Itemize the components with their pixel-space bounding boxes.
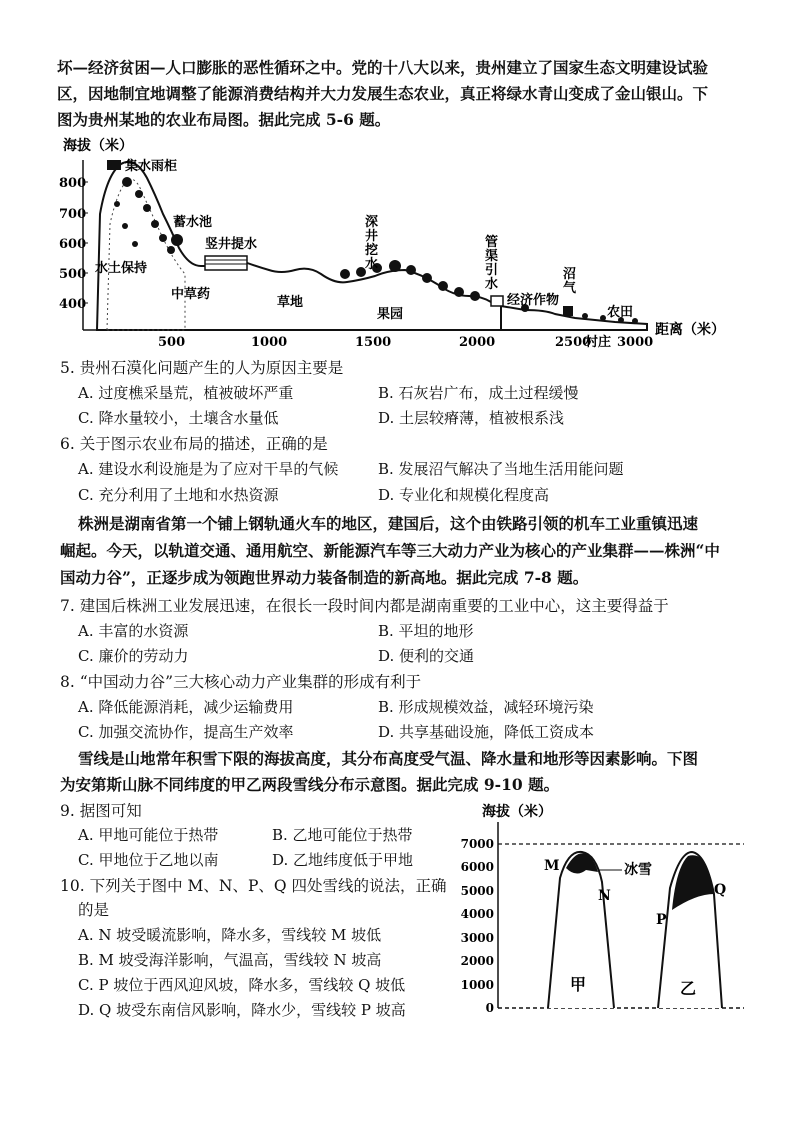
label-M: M [544, 858, 560, 874]
question-9-stem: 9. 据图可知 [60, 802, 142, 820]
label-biogas-c2: 气 [563, 281, 577, 296]
label-N: N [598, 888, 611, 904]
q7-option-d: D. 便利的交通 [378, 647, 475, 665]
snow-tick-7000: 7000 [460, 837, 494, 851]
label-soil-conservation: 水土保持 [95, 261, 148, 276]
label-deep-well-c2: 井 [365, 229, 379, 244]
q7-option-c: C. 廉价的劳动力 [78, 647, 189, 665]
agriculture-profile-chart [55, 134, 745, 354]
intro-1-line-1: 坏—经济贫困—人口膨胀的恶性循环之中。党的十八大以来，贵州建立了国家生态文明建设试验 [57, 58, 709, 77]
label-shaft-well: 竖井提水 [205, 237, 258, 252]
q5-option-b: B. 石灰岩广布，成土过程缓慢 [378, 384, 579, 402]
label-ice-snow: 冰雪 [624, 862, 652, 878]
question-5-stem: 5. 贵州石漠化问题产生的人为原因主要是 [60, 359, 344, 377]
q9-option-c: C. 甲地位于乙地以南 [78, 851, 219, 869]
q5-option-a: A. 过度樵采垦荒，植被破坏严重 [78, 384, 294, 402]
intro-1-line-2: 区，因地制宜地调整了能源消费结构并大力发展生态农业，真正将绿水青山变成了金山银山。下 [57, 84, 709, 103]
label-yi: 乙 [680, 979, 697, 998]
x-tick-3000: 3000 [617, 335, 654, 350]
intro-2-line-3: 国动力谷”，正逐步成为领跑世界动力装备制造的新高地。据此完成 7-8 题。 [60, 568, 589, 587]
snowline-diagram [452, 798, 752, 1024]
label-deep-well-c4: 水 [365, 257, 379, 272]
intro-1-line-3: 图为贵州某地的农业布局图。据此完成 5-6 题。 [57, 110, 391, 129]
label-deep-well [364, 214, 378, 272]
label-canal [485, 234, 498, 292]
intro-2-line-2: 崛起。今天，以轨道交通、通用航空、新能源汽车等三大动力产业为核心的产业集群——株洲“中 [60, 541, 720, 560]
question-7-stem: 7. 建国后株洲工业发展迅速，在很长一段时间内都是湖南重要的工业中心，这主要得益于 [60, 597, 669, 615]
q8-option-c: C. 加强交流协作，提高生产效率 [78, 723, 294, 741]
label-orchard: 果园 [377, 307, 404, 322]
label-canal-c1: 管 [485, 235, 499, 250]
q7-option-a: A. 丰富的水资源 [78, 622, 189, 640]
snow-tick-0: 0 [485, 1001, 494, 1015]
label-water-tank: 蓄水池 [173, 215, 213, 230]
question-10-stem-line-2: 的是 [78, 901, 110, 919]
y-tick-600: 600 [59, 237, 87, 252]
y-tick-800: 800 [59, 176, 87, 191]
label-cash-crops: 经济作物 [507, 293, 560, 308]
q10-option-c: C. P 坡位于西风迎风坡，降水多，雪线较 Q 坡低 [78, 976, 406, 994]
q9-option-a: A. 甲地可能位于热带 [78, 826, 219, 844]
label-biogas-c1: 沼 [563, 267, 577, 282]
label-deep-well-c1: 深 [365, 215, 379, 230]
label-biogas [563, 267, 577, 296]
intro-3-line-1: 雪线是山地常年积雪下限的海拔高度，其分布高度受气温、降水量和地形等因素影响。下图 [78, 749, 699, 768]
x-tick-1500: 1500 [355, 335, 392, 350]
label-canal-c2: 渠 [485, 249, 499, 264]
snow-y-ticks [461, 837, 494, 1015]
question-6-stem: 6. 关于图示农业布局的描述，正确的是 [60, 435, 328, 453]
q5-option-d: D. 土层较瘠薄，植被根系浅 [378, 409, 565, 427]
snow-tick-3000: 3000 [460, 931, 494, 945]
q9-option-d: D. 乙地纬度低于甲地 [272, 851, 414, 869]
question-10-stem-line-1: 10. 下列关于图中 M、N、P、Q 四处雪线的说法，正确 [60, 877, 447, 895]
q8-option-d: D. 共享基础设施，降低工资成本 [378, 723, 595, 741]
snow-ylabel: 海拔（米） [482, 804, 552, 820]
y-tick-400: 400 [59, 297, 87, 312]
x-tick-2500: 2500 [555, 335, 592, 350]
label-Q: Q [714, 882, 727, 898]
q10-option-b: B. M 坡受海洋影响，气温高，雪线较 N 坡高 [78, 951, 382, 969]
label-jia: 甲 [570, 975, 587, 994]
q7-option-b: B. 平坦的地形 [378, 622, 474, 640]
q10-option-d: D. Q 坡受东南信风影响，降水少，雪线较 P 坡高 [78, 1001, 406, 1019]
biogas-structure [563, 306, 573, 316]
snow-tick-2000: 2000 [460, 954, 494, 968]
x-tick-2000: 2000 [459, 335, 496, 350]
x-tick-500: 500 [158, 335, 186, 350]
question-8-stem: 8. “中国动力谷”三大核心动力产业集群的形成有利于 [60, 673, 422, 691]
y-tick-700: 700 [59, 207, 87, 222]
label-canal-c3: 引 [485, 263, 499, 278]
q6-option-b: B. 发展沼气解决了当地生活用能问题 [378, 460, 624, 478]
snow-tick-1000: 1000 [460, 978, 494, 992]
x-tick-1000: 1000 [251, 335, 288, 350]
snow-tick-6000: 6000 [460, 860, 494, 874]
q6-option-d: D. 专业化和规模化程度高 [378, 486, 550, 504]
label-village: 村庄 [585, 335, 612, 350]
label-rain-collector: 集水雨柜 [125, 159, 178, 174]
label-P: P [656, 912, 667, 928]
label-grassland: 草地 [277, 295, 304, 310]
water-tank-marker [171, 234, 183, 246]
intro-3-line-2: 为安第斯山脉不同纬度的甲乙两段雪线分布示意图。据此完成 9-10 题。 [60, 775, 560, 794]
q8-option-a: A. 降低能源消耗，减少运输费用 [78, 698, 294, 716]
label-deep-well-c3: 挖 [365, 243, 379, 258]
shaft-well-structure [205, 256, 247, 270]
label-herbs: 中草药 [171, 287, 211, 302]
q5-option-c: C. 降水量较小，土壤含水量低 [78, 409, 279, 427]
profile-ylabel: 海拔（米） [63, 138, 133, 154]
intro-2-line-1: 株洲是湖南省第一个铺上钢轨通火车的地区，建国后，这个由铁路引领的机车工业重镇迅速 [78, 514, 699, 533]
y-tick-500: 500 [59, 267, 87, 282]
profile-xlabel: 距离（米） [655, 322, 725, 338]
q6-option-a: A. 建设水利设施是为了应对干旱的气候 [78, 460, 339, 478]
canal-structure [491, 296, 503, 306]
q6-option-c: C. 充分利用了土地和水热资源 [78, 486, 279, 504]
label-canal-c4: 水 [485, 277, 499, 292]
rain-collector-structure [107, 160, 121, 170]
q10-option-a: A. N 坡受暖流影响，降水多，雪线较 M 坡低 [78, 926, 382, 944]
q8-option-b: B. 形成规模效益，减轻环境污染 [378, 698, 594, 716]
q9-option-b: B. 乙地可能位于热带 [272, 826, 413, 844]
profile-x-ticks [158, 335, 653, 350]
snow-tick-5000: 5000 [460, 884, 494, 898]
snow-tick-4000: 4000 [460, 907, 494, 921]
label-farmland: 农田 [607, 305, 634, 320]
